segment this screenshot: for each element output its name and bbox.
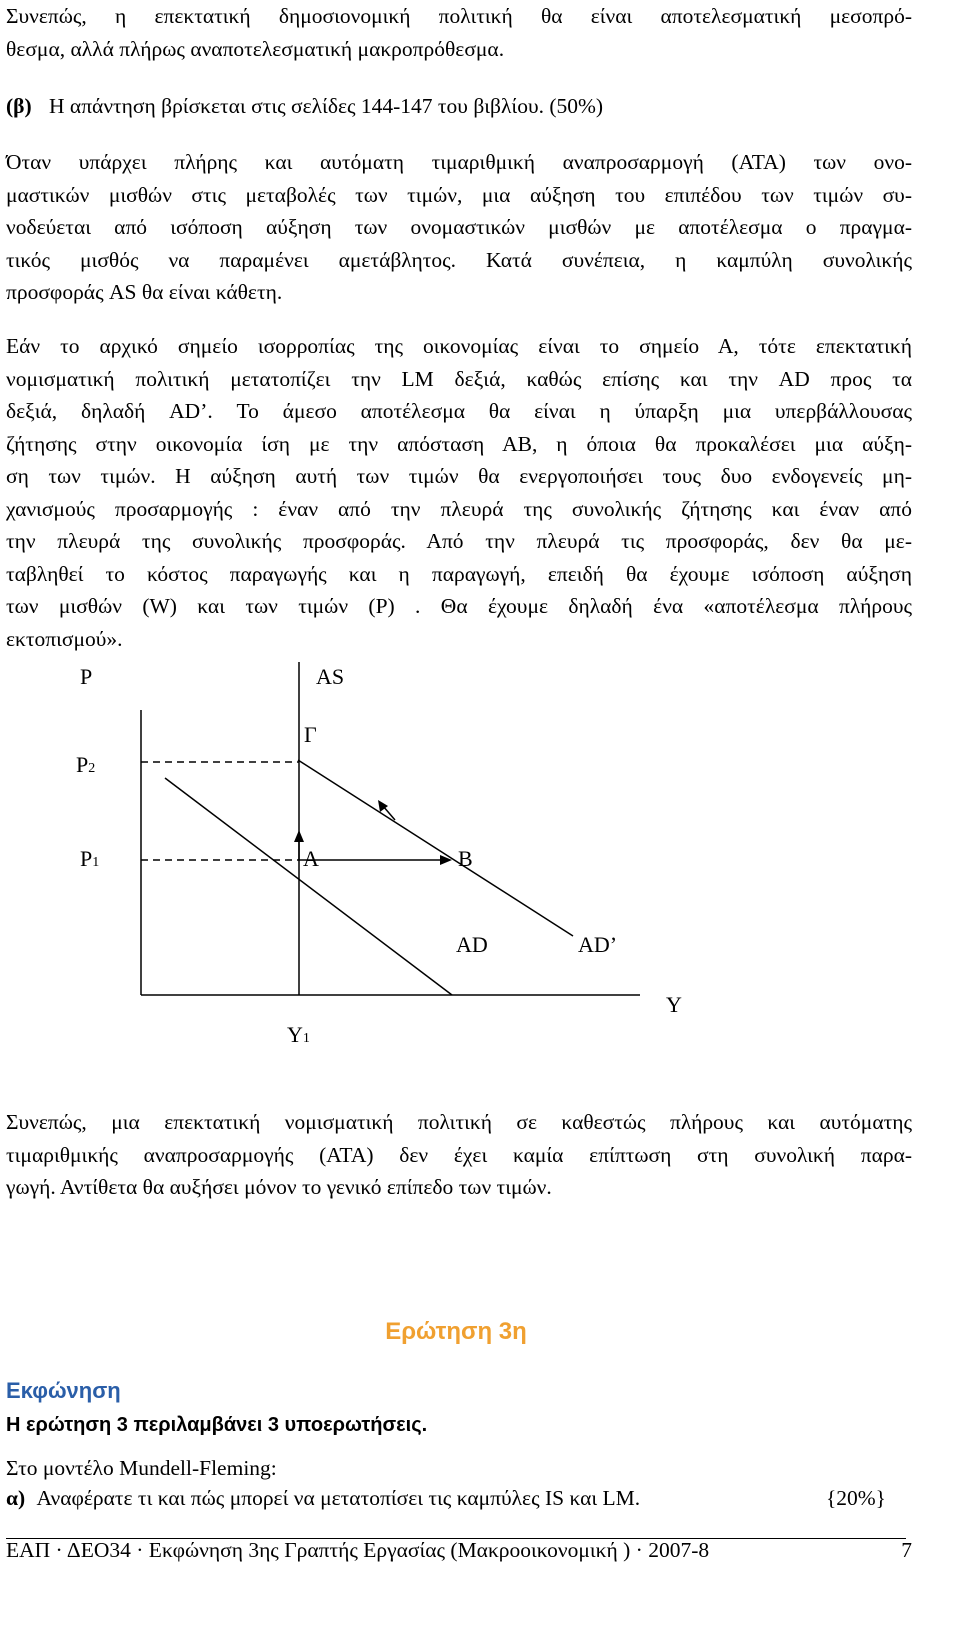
paragraph-3-line: προσφοράς AS θα είναι κάθετη. bbox=[6, 280, 283, 304]
paragraph-1 bbox=[6, 0, 912, 65]
paragraph-2 bbox=[6, 90, 912, 123]
point-a-label: A bbox=[303, 846, 319, 871]
paragraph-5 bbox=[6, 1106, 912, 1204]
p1-label-sub: 1 bbox=[92, 855, 100, 870]
paragraph-4-line: των μισθών (W) και των τιμών (P) . Θα έχουμε δηλαδή ένα «αποτέλεσμα πλήρους bbox=[6, 594, 912, 618]
item-a-text: Αναφέρατε τι και πώς μπορεί να μετατοπίσει τις καμπύλες IS και LM. bbox=[36, 1486, 641, 1510]
paragraph-4-line: ση των τιμών. Η αύξηση αυτή των τιμών θα ενεργοποιήσει τους δυο ενδογενείς μη- bbox=[6, 464, 912, 488]
ad-label: AD bbox=[456, 932, 488, 957]
paragraph-5-line: τιμαριθμικής αναπροσαρμογής (ΑΤΑ) δεν έχει καμία επίπτωση στη συνολική παρα- bbox=[6, 1142, 912, 1167]
as-ad-graph bbox=[0, 650, 960, 1110]
paragraph-4-line: χανισμούς προσαρμογής : έναν από την πλευρά της συνολικής ζήτησης και έναν από bbox=[6, 496, 912, 521]
y1-label-main: Y bbox=[287, 1022, 303, 1047]
paragraph-3-line: Όταν υπάρχει πλήρης και αυτόματη τιμαριθμική αναπροσαρμογή (ΑΤΑ) των ονο- bbox=[6, 150, 912, 174]
paragraph-4-line: νομισματική πολιτική μετατοπίζει την LM δεξιά, καθώς επίσης και την AD προς τα bbox=[6, 366, 912, 391]
y1-label-sub: 1 bbox=[302, 1031, 310, 1046]
x-axis-label: Y bbox=[666, 992, 682, 1017]
paragraph-4-line: ταβληθεί το κόστος παραγωγής και η παραγωγή, επειδή θα έχουμε ισόποση αύξηση bbox=[6, 561, 912, 586]
paragraph-4-line: δεξιά, δηλαδή AD’. Το άμεσο αποτέλεσμα θα είναι η ύπαρξη μια υπερβάλλουσας bbox=[6, 399, 912, 423]
paragraph-5-line: γωγή. Αντίθετα θα αυξήσει μόνον το γενικό επίπεδο των τιμών. bbox=[6, 1175, 552, 1199]
p2-label-main: P bbox=[76, 752, 89, 777]
p1-label-main: P bbox=[80, 846, 93, 871]
y1-label bbox=[287, 1022, 310, 1047]
item-b-label: (β) bbox=[6, 94, 32, 118]
paragraph-4-line: Εάν το αρχικό σημείο ισορροπίας της οικονομίας είναι το σημείο Α, τότε επεκτατική bbox=[6, 334, 912, 358]
point-b-label: B bbox=[458, 846, 473, 871]
arrow-up-head bbox=[294, 830, 304, 842]
footer-text: ΕΑΠ · ΔΕΟ34 · Εκφώνηση 3ης Γραπτής Εργασίας (Μακροοικονομική ) · 2007-8 bbox=[6, 1538, 710, 1562]
item-a-row bbox=[6, 1486, 886, 1511]
paragraph-4-line: την πλευρά της συνολικής προσφοράς. Από την πλευρά τις προσφοράς, δεν θα με- bbox=[6, 529, 912, 553]
arrow-a-to-b-head bbox=[440, 855, 452, 865]
paragraph-4-line: ζήτησης στην οικονομία ίση με την απόσταση ΑΒ, η όποια θα προκαλέσει μια αύξη- bbox=[6, 431, 912, 456]
statement-subheading: Εκφώνηση bbox=[6, 1378, 121, 1403]
model-line: Στο μοντέλο Mundell-Fleming: bbox=[6, 1456, 277, 1480]
p2-label bbox=[76, 752, 95, 777]
paragraph-5-line: Συνεπώς, μια επεκτατική νομισματική πολιτική σε καθεστώς πλήρους και αυτόματης bbox=[6, 1110, 912, 1134]
question-heading: Ερώτηση 3η bbox=[385, 1318, 527, 1345]
ad-curve bbox=[165, 778, 452, 995]
p2-label-sub: 2 bbox=[88, 761, 96, 776]
item-b-text: Η απάντηση βρίσκεται στις σελίδες 144-147 του βιβλίου. (50%) bbox=[49, 94, 604, 118]
point-gamma-label: Γ bbox=[304, 722, 317, 747]
ad-prime-label: AD’ bbox=[578, 932, 618, 957]
paragraph-3-line: τικός μισθός να παραμένει αμετάβλητος. Κατά συνέπεια, η καμπύλη συνολικής bbox=[6, 247, 912, 272]
as-label: AS bbox=[316, 664, 345, 689]
paragraph-1-line: θεσμα, αλλά πλήρως αναποτελεσματική μακροπρόθεσμα. bbox=[6, 36, 505, 61]
p1-label bbox=[80, 846, 99, 871]
paragraph-3 bbox=[6, 146, 912, 309]
question-intro: Η ερώτηση 3 περιλαμβάνει 3 υποερωτήσεις. bbox=[6, 1414, 428, 1436]
paragraph-4-line: εκτοπισμού». bbox=[6, 626, 123, 651]
footer bbox=[6, 1538, 912, 1563]
item-a-percent: {20%} bbox=[825, 1486, 886, 1510]
y-axis-label: P bbox=[80, 664, 93, 689]
paragraph-1-line: Συνεπώς, η επεκτατική δημοσιονομική πολιτική θα είναι αποτελεσματική μεσοπρό- bbox=[6, 4, 912, 28]
page-number: 7 bbox=[901, 1538, 912, 1562]
paragraph-4 bbox=[6, 330, 912, 655]
paragraph-3-line: νοδεύεται από ισόποση αύξηση των ονομαστικών μισθών με αποτέλεσμα ο πραγμα- bbox=[6, 215, 912, 239]
paragraph-3-line: μαστικών μισθών στις μεταβολές των τιμών, μια αύξηση του επιπέδου των τιμών συ- bbox=[6, 182, 912, 207]
item-a-label: α) bbox=[6, 1486, 26, 1510]
